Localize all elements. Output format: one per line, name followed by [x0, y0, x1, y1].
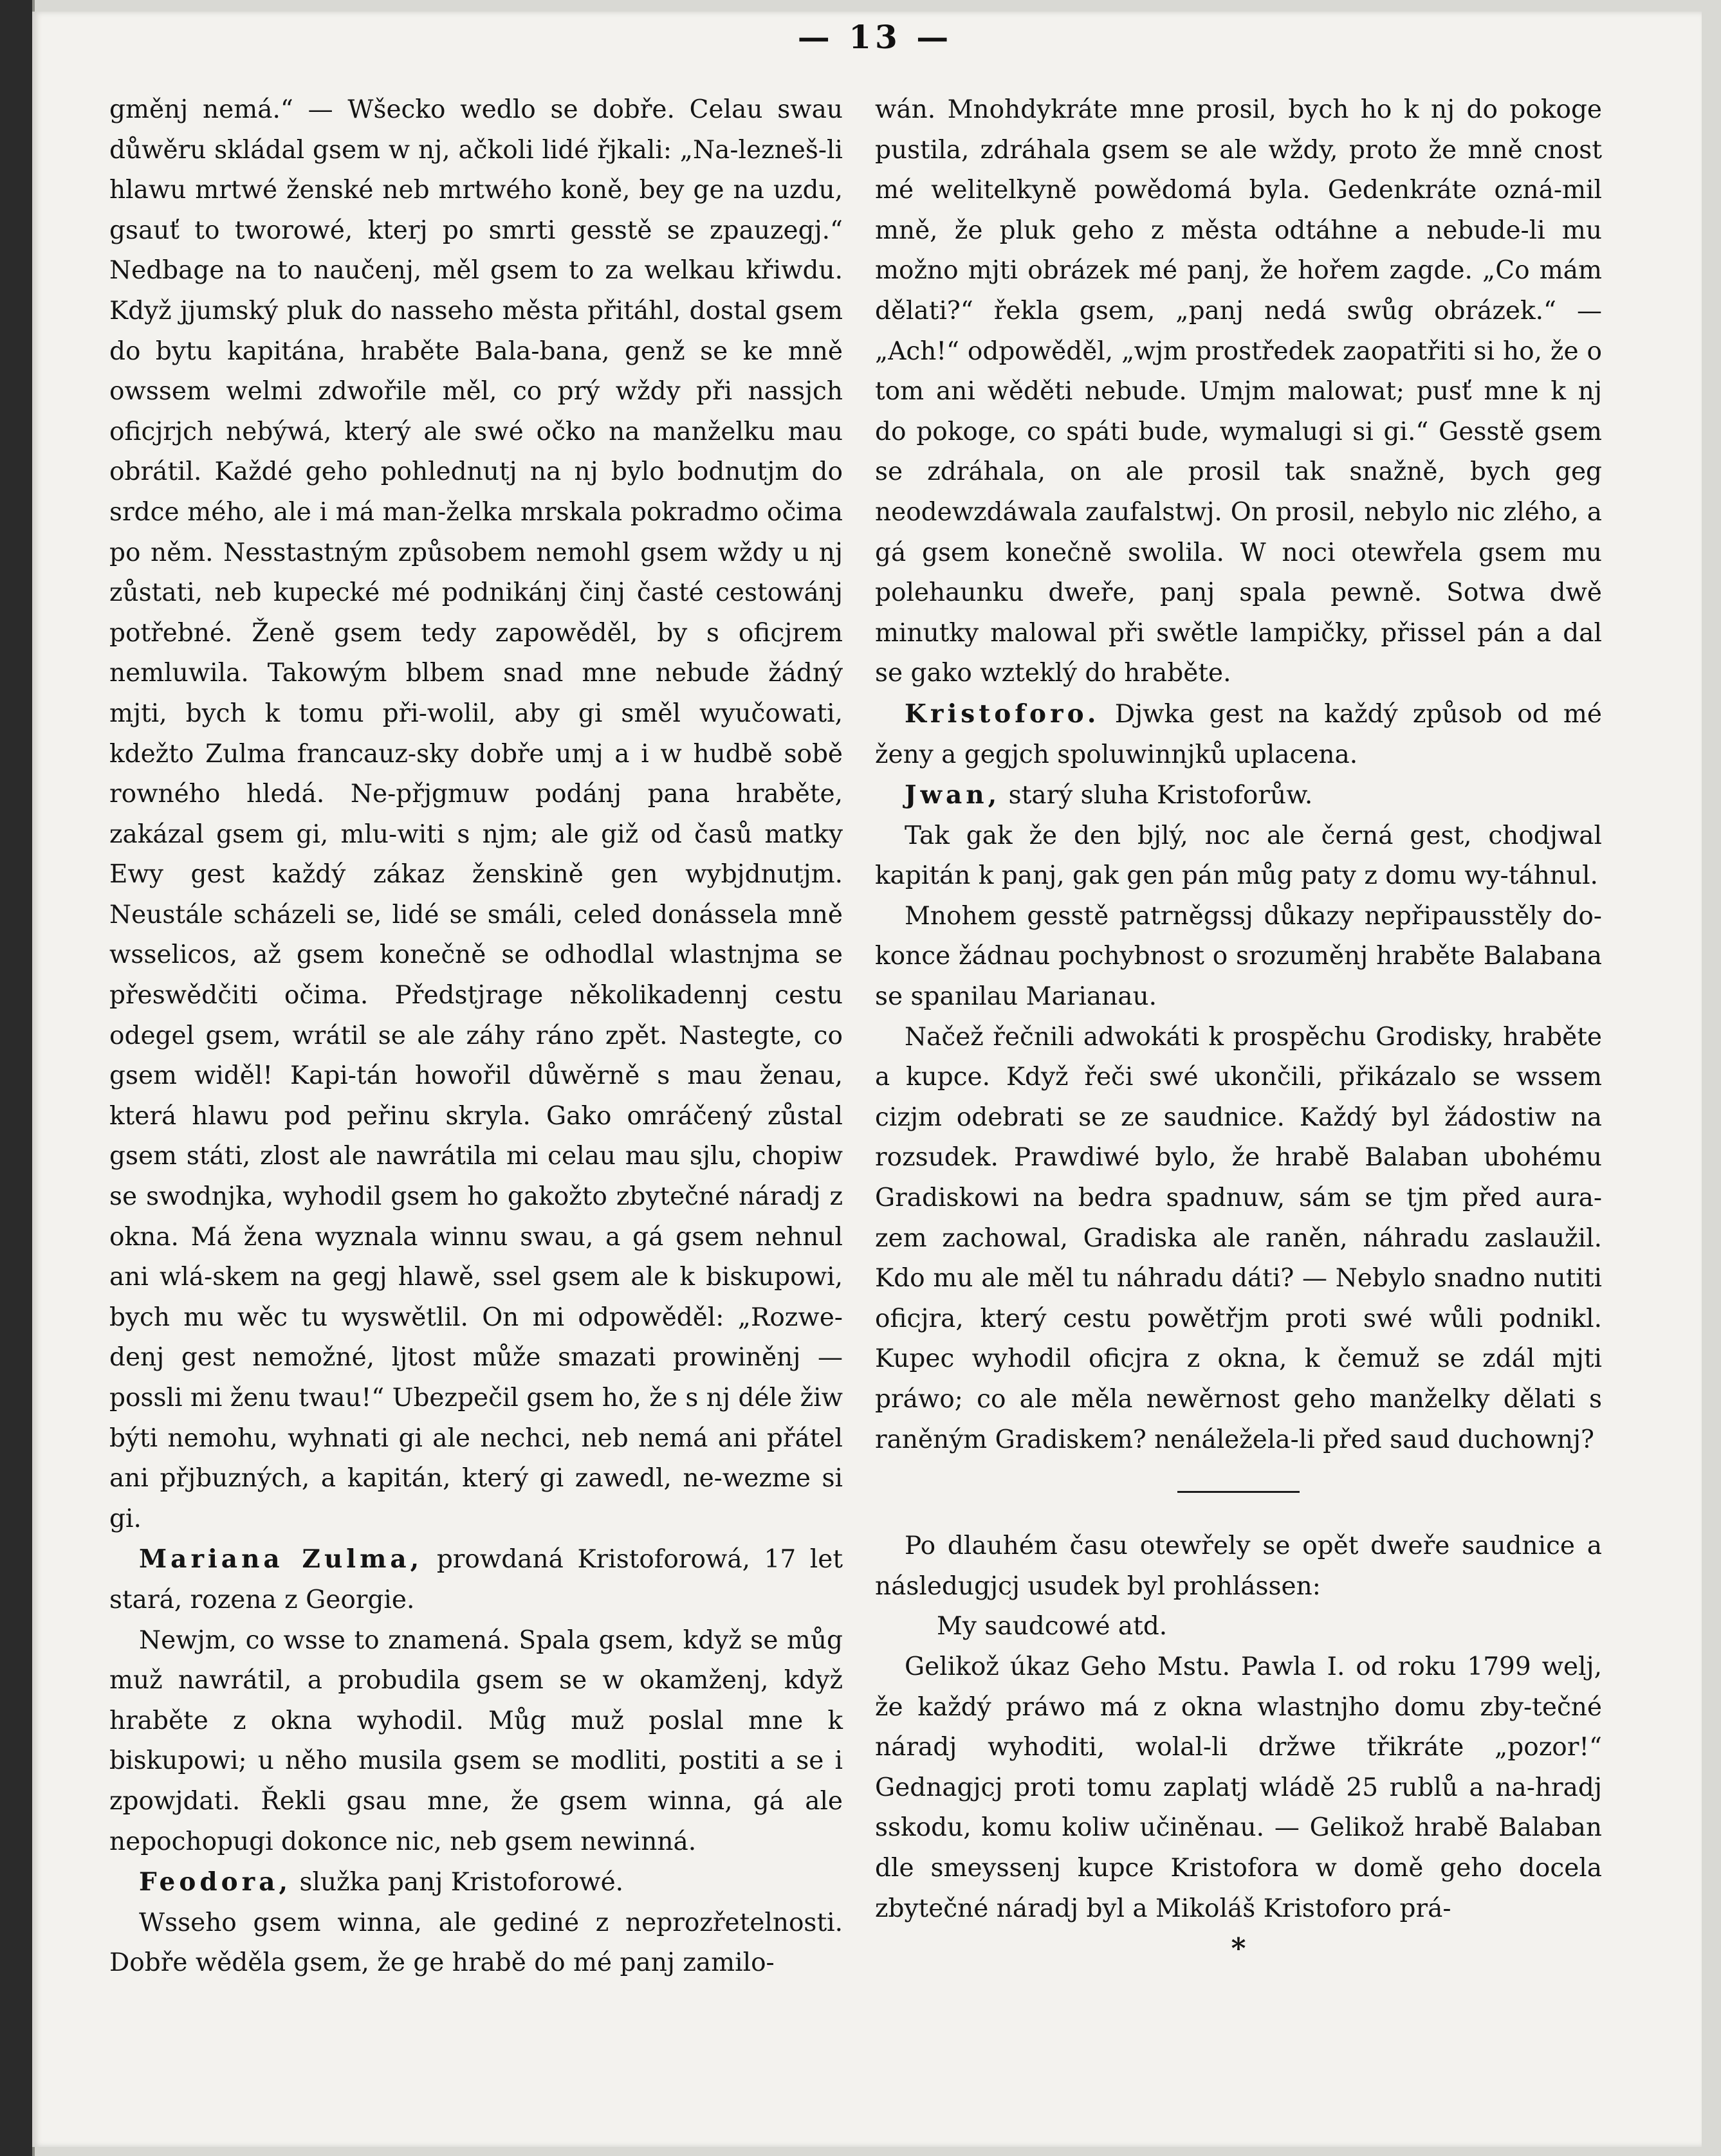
- footnote-star: *: [1231, 1932, 1246, 1966]
- speaker-paragraph: [875, 694, 1602, 775]
- paragraph: Newjm, co wsse to znamená. Spala gsem, když se můg muž nawrátil, a probudila gsem se w okamženj, když hraběte z okna wyhodil. Můg muž poslal mne k biskupowi; u něho musila gsem se modliti, postiti a se i zpowjdati. Řekli gsau mne, že gsem winna, gá ale nepochopugi dokonce nic, neb gsem newinná.: [109, 1625, 843, 1856]
- paragraph: gměnj nemá.“ — Wšecko wedlo se dobře. Celau swau důwěru skládal gsem w nj, ačkoli lidé řjkali: „Na-lezneš-li hlawu mrtwé ženské neb mrtwého koně, bey ge na uzdu, gsauť to tworowé, kterj po smrti gesstě se zpauzegj.“ Nedbage na to naučenj, měl gsem to za welkau křiwdu. Když jjumský pluk do nasseho města přitáhl, dostal gsem do bytu kapitána, hraběte Bala-bana, genž se ke mně owssem welmi zdwořile měl, co prý wždy při nassjch oficjrjch nebýwá, který ale swé očko na manželku mau obrátil. Každé geho pohlednutj na nj bylo bodnutjm do srdce mého, ale i má man-želka mrskala pokradmo očima po něm. Nesstastným způsobem nemohl gsem wždy u nj zůstati, neb kupecké mé podnikánj činj časté cestowánj potřebné. Ženě gsem tedy zapowěděl, by s oficjrem nemluwila. Takowým blbem snad mne nebude žádný mjti, bych k tomu při-wolil, aby gi směl wyučowati, kdežto Zulma francauz-sky dobře umj a i w hudbě sobě rowného hledá. Ne-přjgmuw podánj pana hraběte, zakázal gsem gi, mlu-witi s njm; ale giž od časů matky Ewy gest každý zákaz ženskině gen wybjdnutjm. Neustále scházeli se, lidé se smáli, celed donássela mně wsselicos, až gsem konečně se odhodlal wlastnjma se přeswědčiti očima. Předstjrage několikadennj cestu odegel gsem, wrátil se ale záhy ráno zpět. Nastegte, co gsem widěl! Kapi-tán howořil důwěrně s mau ženau, která hlawu pod peřinu skryla. Gako omráčený zůstal gsem státi, zlost ale nawrátila mi celau mau sjlu, chopiw se swodnjka, wyhodil gsem ho gakožto zbytečné náradj z okna. Má žena wyznala winnu swau, a gá gsem nehnul ani wlá-skem na gegj hlawě, ssel gsem ale k biskupowi, bych mu wěc tu wyswětlil. On mi odpowěděl: „Rozwe-denj gest nemožné, ljtost může smazati prowiněnj — possli mi ženu twau!“ Ubezpečil gsem ho, že s nj déle žiw býti nemohu, wyhnati gi ale nechci, neb nemá ani přátel ani přjbuzných, a kapitán, který gi zawedl, ne-wezme si gi.: [109, 95, 843, 1533]
- speaker-name: Jwan,: [905, 780, 1001, 810]
- paragraph: Po dlauhém času otewřely se opět dweře saudnice a následugjcj usudek byl prohlássen:: [875, 1531, 1602, 1601]
- paragraph-text: služka panj Kristoforowé.: [299, 1868, 624, 1897]
- paragraph: Wsseho gsem winna, ale gediné z neprozřetelnosti. Dobře wěděla gsem, že ge hrabě do mé panj zamilo-: [109, 1908, 843, 1978]
- left-column: [109, 90, 843, 1984]
- right-column: [875, 90, 1602, 1969]
- paragraph: Tak gak že den bjlý, noc ale černá gest, chodjwal kapitán k panj, gak gen pán můg paty z domu wy-táhnul.: [875, 821, 1602, 891]
- speaker-paragraph: [109, 1862, 843, 1903]
- book-spine: [0, 0, 32, 2156]
- paragraph: Načež řečnili adwokáti k prospěchu Grodisky, hraběte a kupce. Když řeči swé ukončili, přikázalo se wssem cizjm odebrati se ze saudnice. Každý byl žádostiw na rozsudek. Prawdiwé bylo, že hrabě Balaban ubohému Gradiskowi na bedra spadnuw, sám se tjm před aura-zem zachowal, Gradiska ale raněn, náhradu zaslaužil. Kdo mu ale měl tu náhradu dáti? — Nebylo snadno nutiti oficjra, který cestu powětřjm proti swé wůli podnikl. Kupec wyhodil oficjra z okna, k čemuž se zdál mjti práwo; co ale měla newěrnost geho manželky dělati s raněným Gradiskem? nenáležela-li před saud duchownj?: [875, 1022, 1602, 1454]
- paragraph-text: prowdaná Kristoforowá, 17 let stará, rozena z Georgie.: [109, 1545, 843, 1614]
- speaker-paragraph: [875, 775, 1602, 816]
- paragraph-text: Djwka gest na každý způsob od mé ženy a gegjch spoluwinnjků uplacena.: [875, 699, 1602, 769]
- section-divider: [1177, 1491, 1300, 1493]
- paragraph: Gelikož úkaz Geho Mstu. Pawla I. od roku 1799 welj, že každý práwo má z okna wlastnjho domu zby-tečné náradj wyhoditi, wolal-li držwe třikráte „pozor!“ Gednagjcj proti tomu zaplatj wládě 25 rublů a na-hradj sskodu, komu koliw učiněnau. — Gelikož hrabě Balaban dle smeyssenj kupce Kristofora w domě geho docela zbytečné náradj byl a Mikoláš Kristoforo prá-: [875, 1652, 1602, 1923]
- speaker-name: Feodora,: [139, 1867, 292, 1897]
- paragraph: Mnohem gesstě patrněgssj důkazy nepřipausstěly do-konce žádnau pochybnost o srozuměnj hraběte Balabana se spanilau Marianau.: [875, 901, 1602, 1012]
- verdict-heading: My saudcowé atd.: [937, 1612, 1168, 1641]
- paragraph-text: starý sluha Kristoforůw.: [1008, 781, 1313, 810]
- paragraph: wán. Mnohdykráte mne prosil, bych ho k nj do pokoge pustila, zdráhala gsem se ale wždy, proto že mně cnost mé welitelkyně powědomá byla. Gedenkráte ozná-mil mně, že pluk geho z města odtáhne a nebude-li mu možno mjti obrázek mé panj, že hořem zagde. „Co mám dělati?“ řekla gsem, „panj nedá swůg obrázek.“ — „Ach!“ odpowěděl, „wjm prostředek zaopatřiti si ho, že o tom ani wěděti nebude. Umjm malowat; pusť mne k nj do pokoge, co spáti bude, wymalugi si gi.“ Gesstě gsem se zdráhala, on ale prosil tak snažně, bych geg neodewzdáwala zaufalstwj. On prosil, nebylo nic zlého, a gá gsem konečně swolila. W noci otewřela gsem mu polehaunku dweře, panj spala pewně. Sotwa dwě minutky malowal při swětle lampičky, přissel pán a dal se gako wzteklý do hraběte.: [875, 95, 1602, 688]
- speaker-name: Kristoforo.: [905, 699, 1100, 729]
- speaker-name: Mariana Zulma,: [139, 1544, 423, 1575]
- page-number: — 13 —: [797, 18, 953, 56]
- speaker-paragraph: [109, 1539, 843, 1620]
